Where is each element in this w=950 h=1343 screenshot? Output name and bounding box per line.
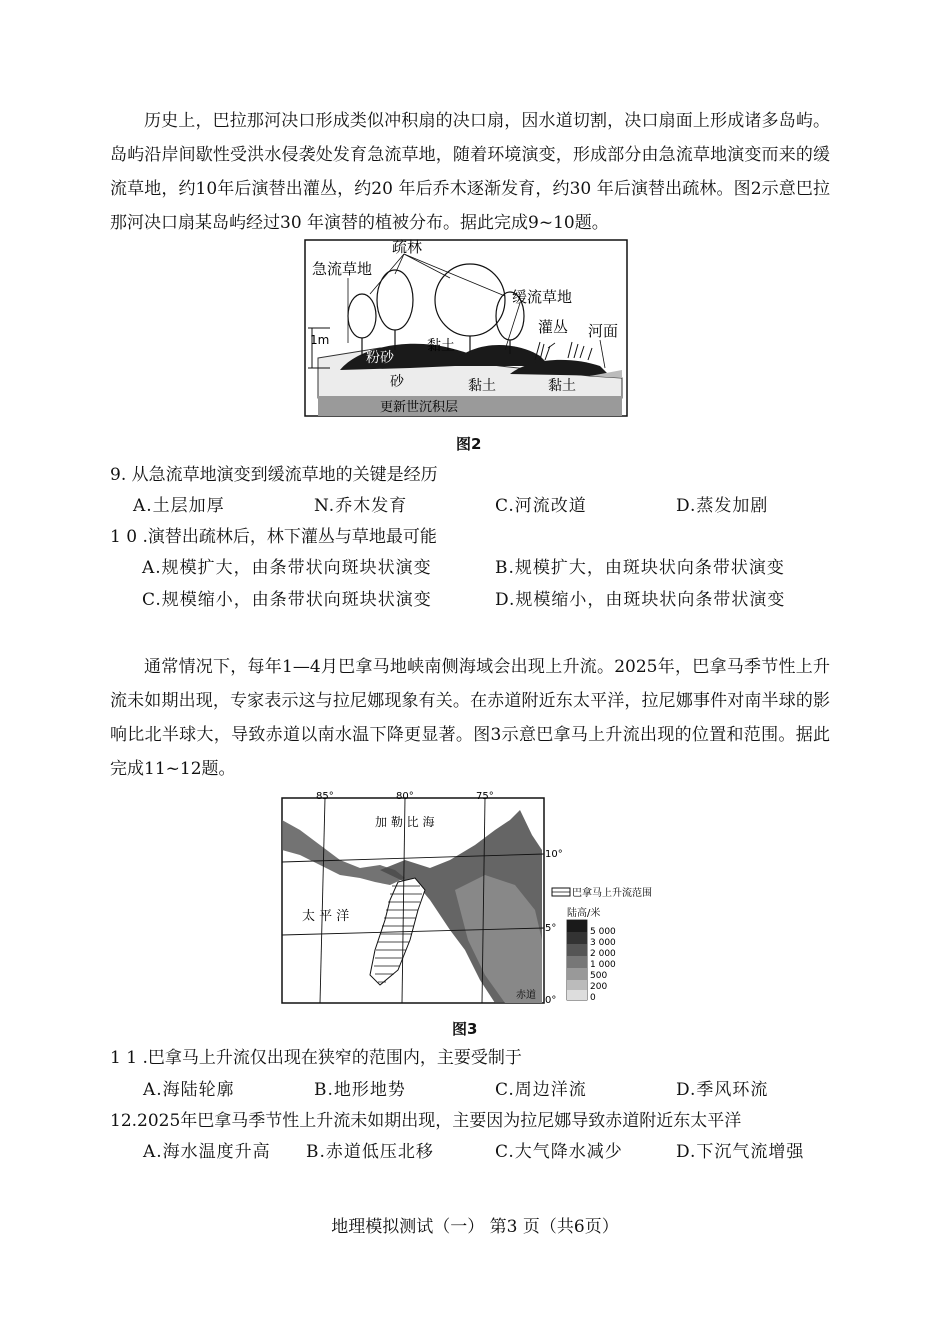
q12-option-d: D.下沉气流增强	[676, 1142, 805, 1162]
fig2-label-niantu1: 黏土	[427, 338, 455, 354]
q12-option-b: B.赤道低压北移	[306, 1142, 434, 1162]
q9-option-b: N.乔木发育	[314, 496, 408, 516]
fig3-legend-elev-title: 陆高/米	[567, 908, 601, 919]
fig2-label-shulin: 疏林	[392, 238, 423, 256]
q10-option-c: C.规模缩小，由条带状向斑块状演变	[142, 590, 432, 610]
fig2-label-gengxinshi: 更新世沉积层	[380, 400, 459, 415]
fig3-elev-3000: 3 000	[590, 938, 616, 948]
question-11-stem: 1 1 .巴拿马上升流仅出现在狭窄的范围内，主要受制于	[110, 1048, 522, 1068]
fig3-legend-upwelling: 巴拿马上升流范围	[572, 888, 652, 899]
fig2-label-niantu3: 黏土	[548, 378, 576, 394]
q11-option-b: B.地形地势	[314, 1080, 406, 1100]
fig3-lat-10: 10°	[545, 849, 563, 860]
figure-3-panama-map	[280, 790, 660, 1008]
fig3-lon-85: 85°	[316, 791, 334, 802]
passage-1: 历史上，巴拉那河决口形成类似冲积扇的决口扇，因水道切割，决口扇面上形成诸多岛屿。岛屿沿岸间歇性受洪水侵袭处发育急流草地，随着环境演变，形成部分由急流草地演变而来的缓流草地，约10年后演替出灌丛，约20 年后乔木逐渐发育，约30 年后演替出疏林。图2示意巴拉那河决口扇某岛屿经过30 年演替的植被分布。据此完成9~10题。	[110, 111, 830, 233]
q12-option-a: A.海水温度升高	[143, 1142, 271, 1162]
fig3-elev-200: 200	[590, 982, 608, 992]
q9-option-d: D.蒸发加剧	[676, 496, 769, 516]
fig3-caribbean-label: 加 勒 比 海	[375, 815, 435, 829]
fig3-pacific-label: 太 平 洋	[302, 909, 350, 924]
q10-option-d: D.规模缩小，由斑块状向条带状演变	[495, 590, 786, 610]
fig3-elev-0: 0	[590, 993, 596, 1003]
fig3-elev-5000: 5 000	[590, 927, 616, 937]
fig3-elev-500: 500	[590, 971, 608, 981]
fig2-label-sha: 砂	[390, 374, 404, 390]
fig3-lon-75: 75°	[476, 791, 494, 802]
fig2-label-guancong: 灌丛	[538, 318, 569, 336]
page-footer: 地理模拟测试（一） 第3 页（共6页）	[331, 1217, 619, 1237]
fig2-label-scale: 1m	[310, 333, 330, 347]
passage-2: 通常情况下，每年1—4月巴拿马地峡南侧海域会出现上升流。2025年，巴拿马季节性上升流未如期出现，专家表示这与拉尼娜现象有关。在赤道附近东太平洋，拉尼娜事件对南半球的影响比北半球大，导致赤道以南水温下降更显著。图3示意巴拿马上升流出现的位置和范围。据此完成11~12题。	[110, 657, 830, 779]
q10-option-a: A.规模扩大，由条带状向斑块状演变	[142, 558, 432, 578]
q11-option-c: C.周边洋流	[495, 1080, 587, 1100]
q12-option-c: C.大气降水减少	[495, 1142, 623, 1162]
q11-option-a: A.海陆轮廓	[143, 1080, 235, 1100]
fig2-label-niantu2: 黏土	[468, 378, 496, 394]
fig3-lat-0: 0°	[545, 995, 557, 1006]
question-9-stem: 9. 从急流草地演变到缓流草地的关键是经历	[110, 465, 438, 485]
fig2-label-jiliu: 急流草地	[312, 260, 373, 278]
figure-2-caption: 图2	[456, 435, 482, 453]
q9-option-a: A.土层加厚	[133, 496, 225, 516]
fig3-equator-label: 赤道	[516, 990, 536, 1001]
fig3-lon-80: 80°	[396, 791, 414, 802]
q10-option-b: B.规模扩大，由斑块状向条带状演变	[495, 558, 785, 578]
fig2-label-fensha: 粉砂	[366, 350, 394, 366]
figure-3-caption: 图3	[452, 1020, 478, 1038]
q9-option-c: C.河流改道	[495, 496, 587, 516]
question-10-stem: 1 0 .演替出疏林后，林下灌丛与草地最可能	[110, 527, 437, 547]
q11-option-d: D.季风环流	[676, 1080, 769, 1100]
question-12-stem: 12.2025年巴拿马季节性上升流未如期出现，主要因为拉尼娜导致赤道附近东太平洋	[110, 1111, 742, 1131]
fig3-elev-2000: 2 000	[590, 949, 616, 959]
fig2-label-hemian: 河面	[588, 322, 619, 340]
fig2-label-huanliu: 缓流草地	[512, 288, 573, 306]
fig3-elev-1000: 1 000	[590, 960, 616, 970]
fig3-lat-5: 5°	[545, 923, 557, 934]
figure-2-vegetation-diagram	[300, 238, 630, 418]
